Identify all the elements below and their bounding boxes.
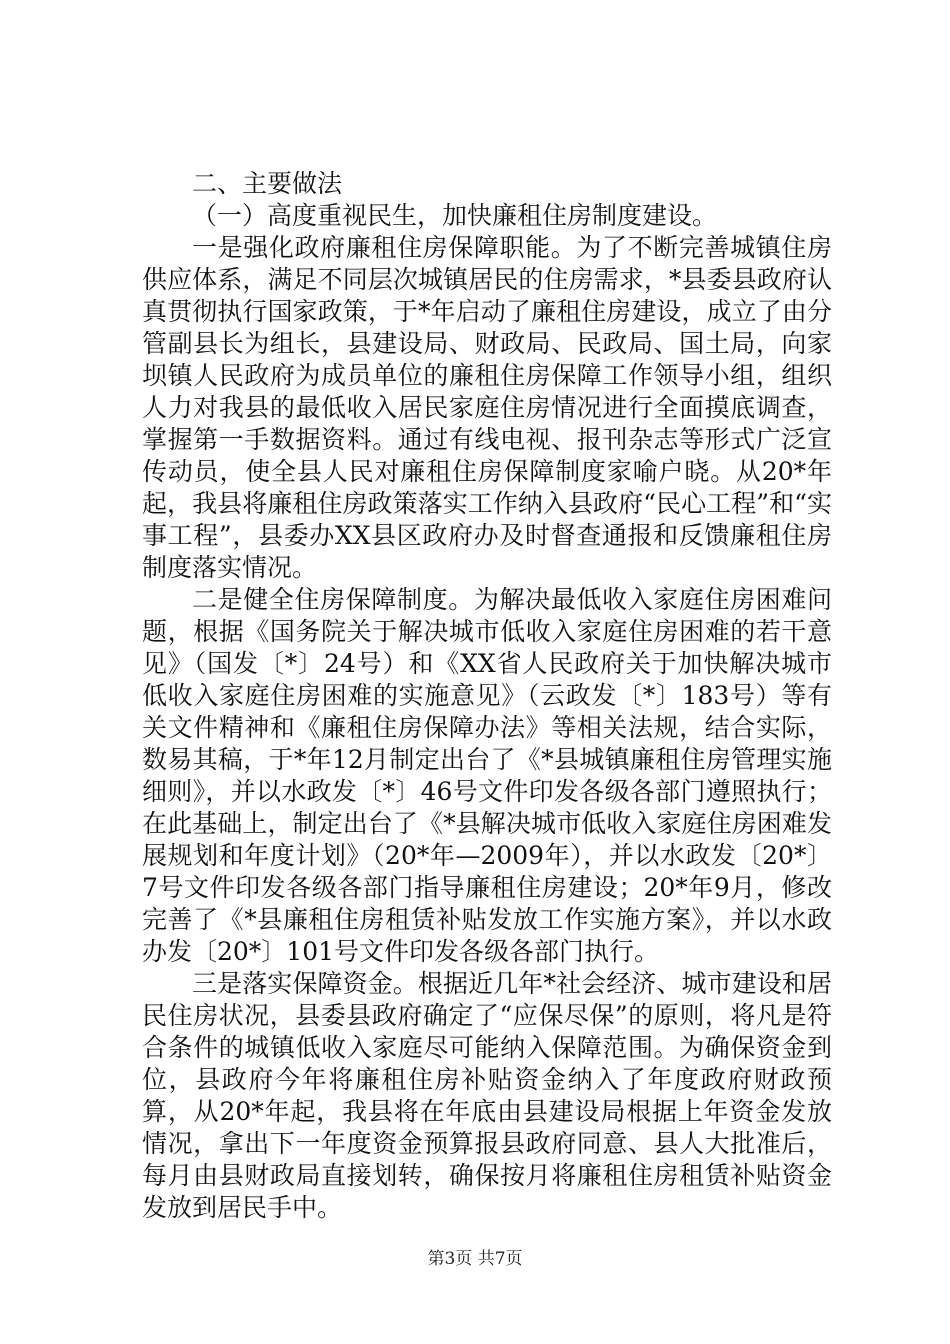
- subsection-heading: （一）高度重视民生，加快廉租住房制度建设。: [192, 201, 718, 230]
- paragraph-funding: 三是落实保障资金。根据近几年*社会经济、城市建设和居民住房状况，县委县政府确定了“应保尽保”的原则，将凡是符合条件的城镇低收入家庭尽可能纳入保障范围。为确保资金到位，县政府今年将廉租住房补贴资金纳入了年度政府财政预算，从20*年起，我县将在年底由县建设局根据上年资金发放情况，拿出下一年度资金预算报县政府同意、县人大批准后，每月由县财政局直接划转，确保按月将廉租住房租赁补贴资金发放到居民手中。: [142, 969, 832, 1222]
- document-body: [142, 168, 832, 1224]
- section-heading: 二、主要做法: [192, 169, 343, 198]
- paragraph-housing-duty: 一是强化政府廉租住房保障职能。为了不断完善城镇住房供应体系，满足不同层次城镇居民的住房需求，*县委县政府认真贯彻执行国家政策，于*年启动了廉租住房建设，成立了由分管副县长为组长，县建设局、财政局、民政局、国土局，向家坝镇人民政府为成员单位的廉租住房保障工作领导小组，组织人力对我县的最低收入居民家庭住房情况进行全面摸底调查，掌握第一手数据资料。通过有线电视、报刊杂志等形式广泛宣传动员，使全县人民对廉租住房保障制度家喻户晓。从20*年起，我县将廉租住房政策落实工作纳入县政府“民心工程”和“实事工程”，县委办XX县区政府办及时督查通报和反馈廉租住房制度落实情况。: [142, 233, 832, 582]
- page-number-footer: 第3页 共7页: [427, 1249, 523, 1269]
- paragraph-housing-system: 二是健全住房保障制度。为解决最低收入家庭住房困难问题，根据《国务院关于解决城市低收入家庭住房困难的若干意见》（国发〔*〕24号）和《XX省人民政府关于加快解决城市低收入家庭住房困难的实施意见》（云政发〔*〕183号）等有关文件精神和《廉租住房保障办法》等相关法规，结合实际，数易其稿，于*年12月制定出台了《*县城镇廉租住房管理实施细则》，并以水政发〔*〕46号文件印发各级各部门遵照执行；在此基础上，制定出台了《*县解决城市低收入家庭住房困难发展规划和年度计划》（20*年—2009年），并以水政发〔20*〕7号文件印发各级各部门指导廉租住房建设；20*年9月，修改完善了《*县廉租住房租赁补贴发放工作实施方案》，并以水政办发〔20*〕101号文件印发各级各部门执行。: [142, 585, 832, 966]
